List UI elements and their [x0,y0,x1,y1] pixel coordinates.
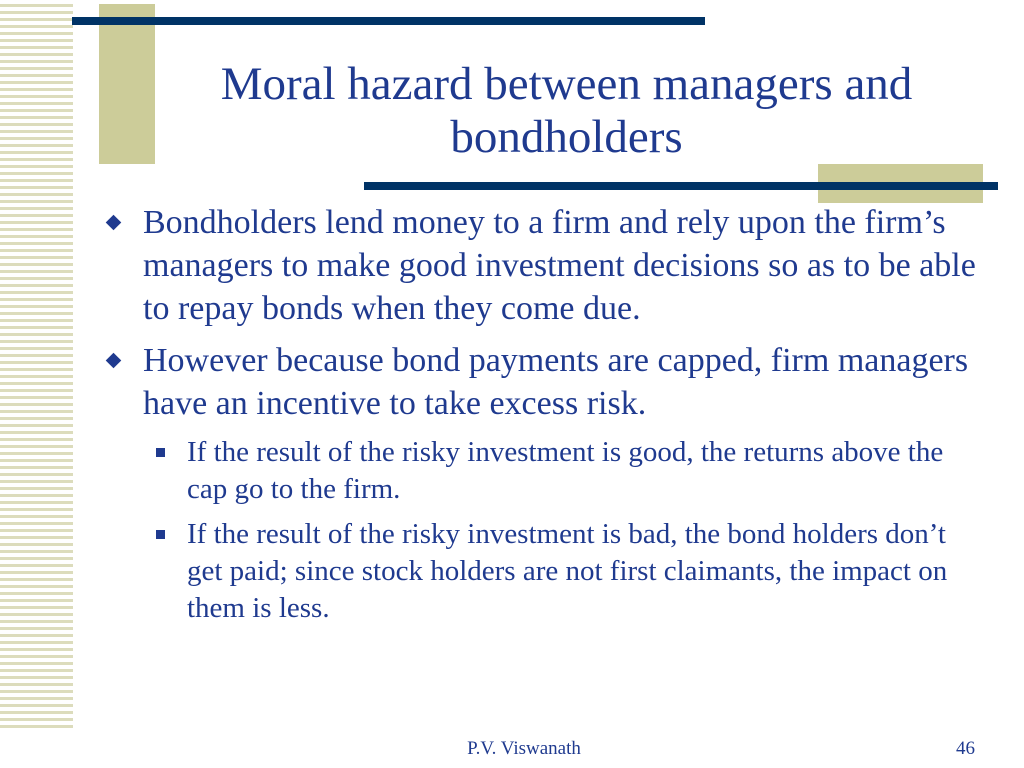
sub-bullet-text: If the result of the risky investment is good, the returns above the cap go to the firm. [187,436,944,505]
diamond-bullet-icon [106,353,122,369]
slide-number: 46 [956,738,975,759]
top-khaki-square [99,4,155,164]
bullet-text: Bondholders lend money to a firm and rely upon the firm’s managers to make good investment decisions so as to be able to repay bonds when they come due. [143,204,976,327]
sub-bullet-item [100,516,980,627]
sub-bullet-list [100,434,980,627]
bullet-item [100,339,980,425]
left-stripe-decoration [0,0,73,728]
bullet-item [100,201,980,330]
square-bullet-icon [156,530,165,539]
diamond-bullet-icon [106,215,122,231]
bullet-text: However because bond payments are capped, firm managers have an incentive to take excess risk. [143,342,969,422]
square-bullet-icon [156,448,165,457]
footer-author: P.V. Viswanath [467,738,581,759]
sub-bullet-item [100,434,980,508]
slide-title: Moral hazard between managers and bondholders [220,58,913,163]
title-underline-rule [364,182,998,190]
top-navy-rule [72,17,705,25]
slide-body [100,201,980,635]
sub-bullet-text: If the result of the risky investment is bad, the bond holders don’t get paid; since stock holders are not first claimants, the impact on them is less. [187,518,948,624]
